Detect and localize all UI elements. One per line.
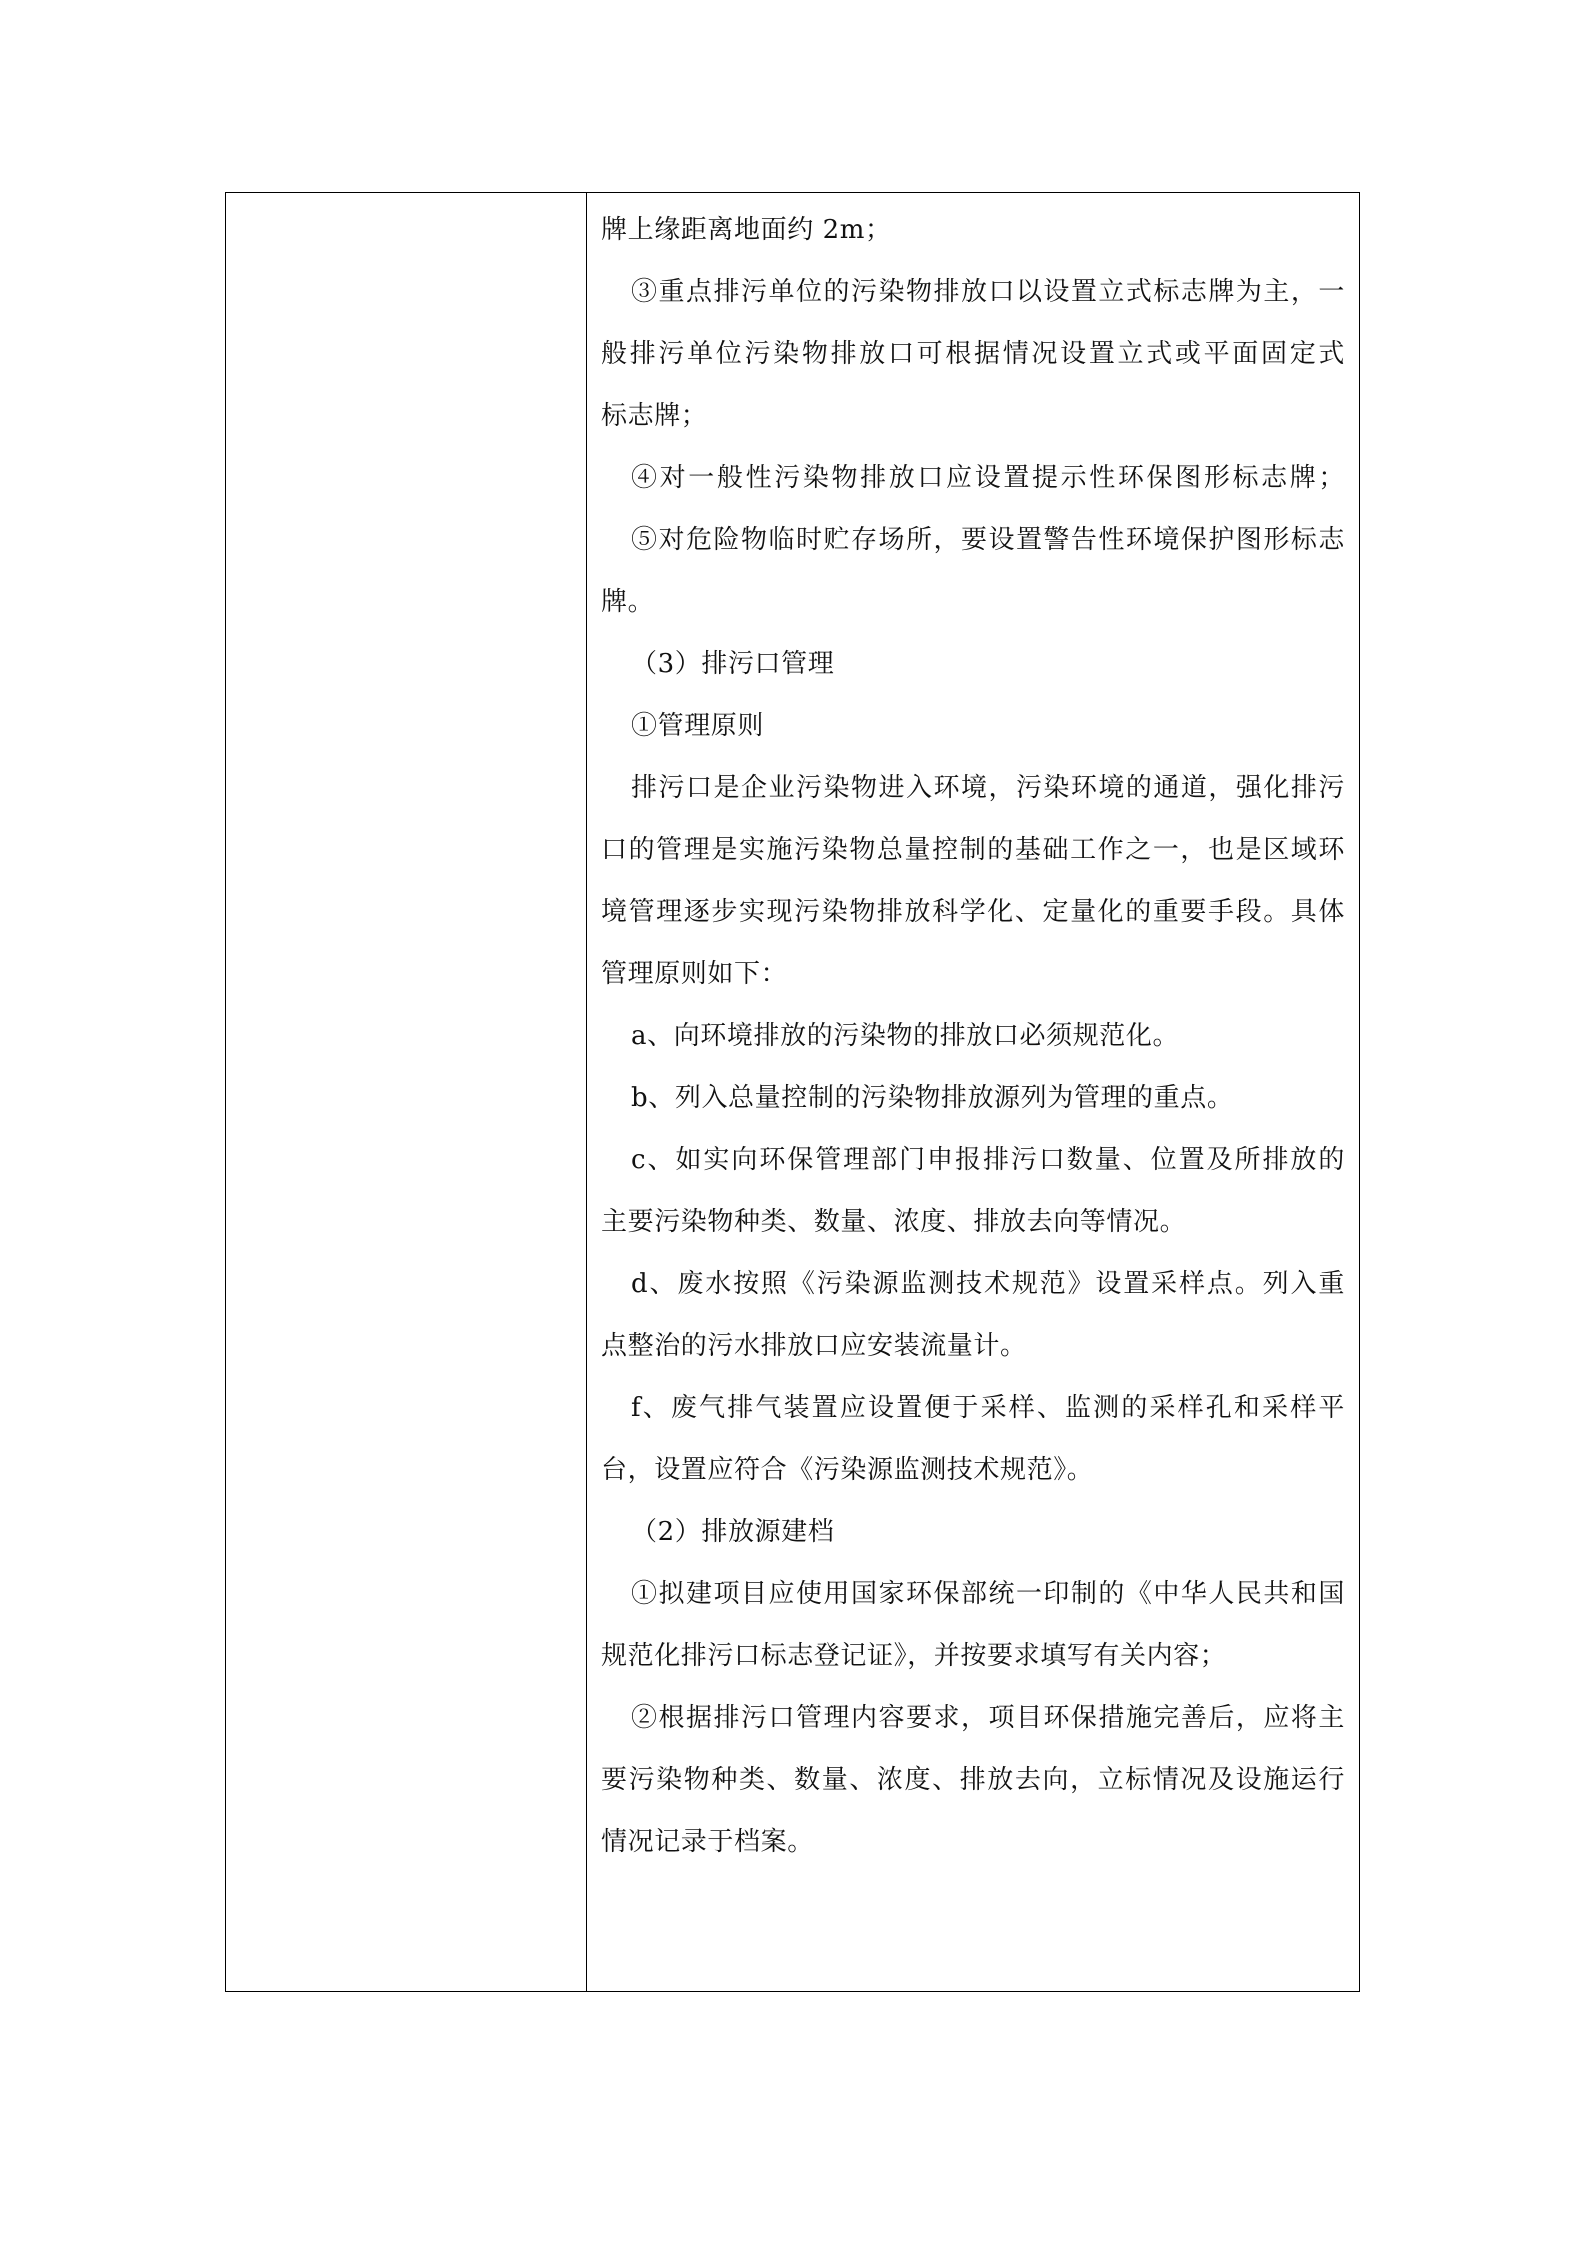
text-line: ①管理原则	[631, 711, 765, 741]
text-line: 标志牌；	[601, 401, 708, 431]
text-line: b、列入总量控制的污染物排放源列为管理的重点。	[631, 1083, 1234, 1113]
text-line: ④对一般性污染物排放口应设置提示性环保图形标志牌；	[631, 463, 1345, 493]
text-line: 情况记录于档案。	[601, 1827, 814, 1857]
table-left-cell	[226, 193, 587, 1991]
text-line: 牌上缘距离地面约 2m；	[601, 215, 892, 245]
text-line: 境管理逐步实现污染物排放科学化、定量化的重要手段。具体	[601, 897, 1345, 927]
text-line: f、废气排气装置应设置便于采样、监测的采样孔和采样平	[631, 1393, 1345, 1423]
text-line: 排污口是企业污染物进入环境，污染环境的通道，强化排污	[631, 773, 1345, 803]
text-line: c、如实向环保管理部门申报排污口数量、位置及所排放的	[631, 1145, 1345, 1175]
text-line: （2）排放源建档	[631, 1517, 835, 1547]
text-line: ③重点排污单位的污染物排放口以设置立式标志牌为主，一	[631, 277, 1345, 307]
text-line: 规范化排污口标志登记证》，并按要求填写有关内容；	[601, 1641, 1227, 1671]
text-line: （3）排污口管理	[631, 649, 835, 679]
text-line: ②根据排污口管理内容要求，项目环保措施完善后，应将主	[631, 1703, 1345, 1733]
text-line: 台，设置应符合《污染源监测技术规范》。	[601, 1455, 1094, 1485]
document-table	[225, 192, 1360, 1992]
text-line: 主要污染物种类、数量、浓度、排放去向等情况。	[601, 1207, 1187, 1237]
text-line: 管理原则如下：	[601, 959, 788, 989]
text-line: 点整治的污水排放口应安装流量计。	[601, 1331, 1027, 1361]
text-line: 般排污单位污染物排放口可根据情况设置立式或平面固定式	[601, 339, 1345, 369]
text-line: 牌。	[601, 587, 655, 617]
text-line: ①拟建项目应使用国家环保部统一印制的《中华人民共和国	[631, 1579, 1345, 1609]
text-line: 要污染物种类、数量、浓度、排放去向，立标情况及设施运行	[601, 1765, 1345, 1795]
text-line: 口的管理是实施污染物总量控制的基础工作之一，也是区域环	[601, 835, 1345, 865]
table-right-cell	[587, 193, 1359, 1991]
text-line: ⑤对危险物临时贮存场所，要设置警告性环境保护图形标志	[631, 525, 1345, 555]
text-line: a、向环境排放的污染物的排放口必须规范化。	[631, 1021, 1180, 1051]
text-line: d、废水按照《污染源监测技术规范》设置采样点。列入重	[631, 1269, 1345, 1299]
